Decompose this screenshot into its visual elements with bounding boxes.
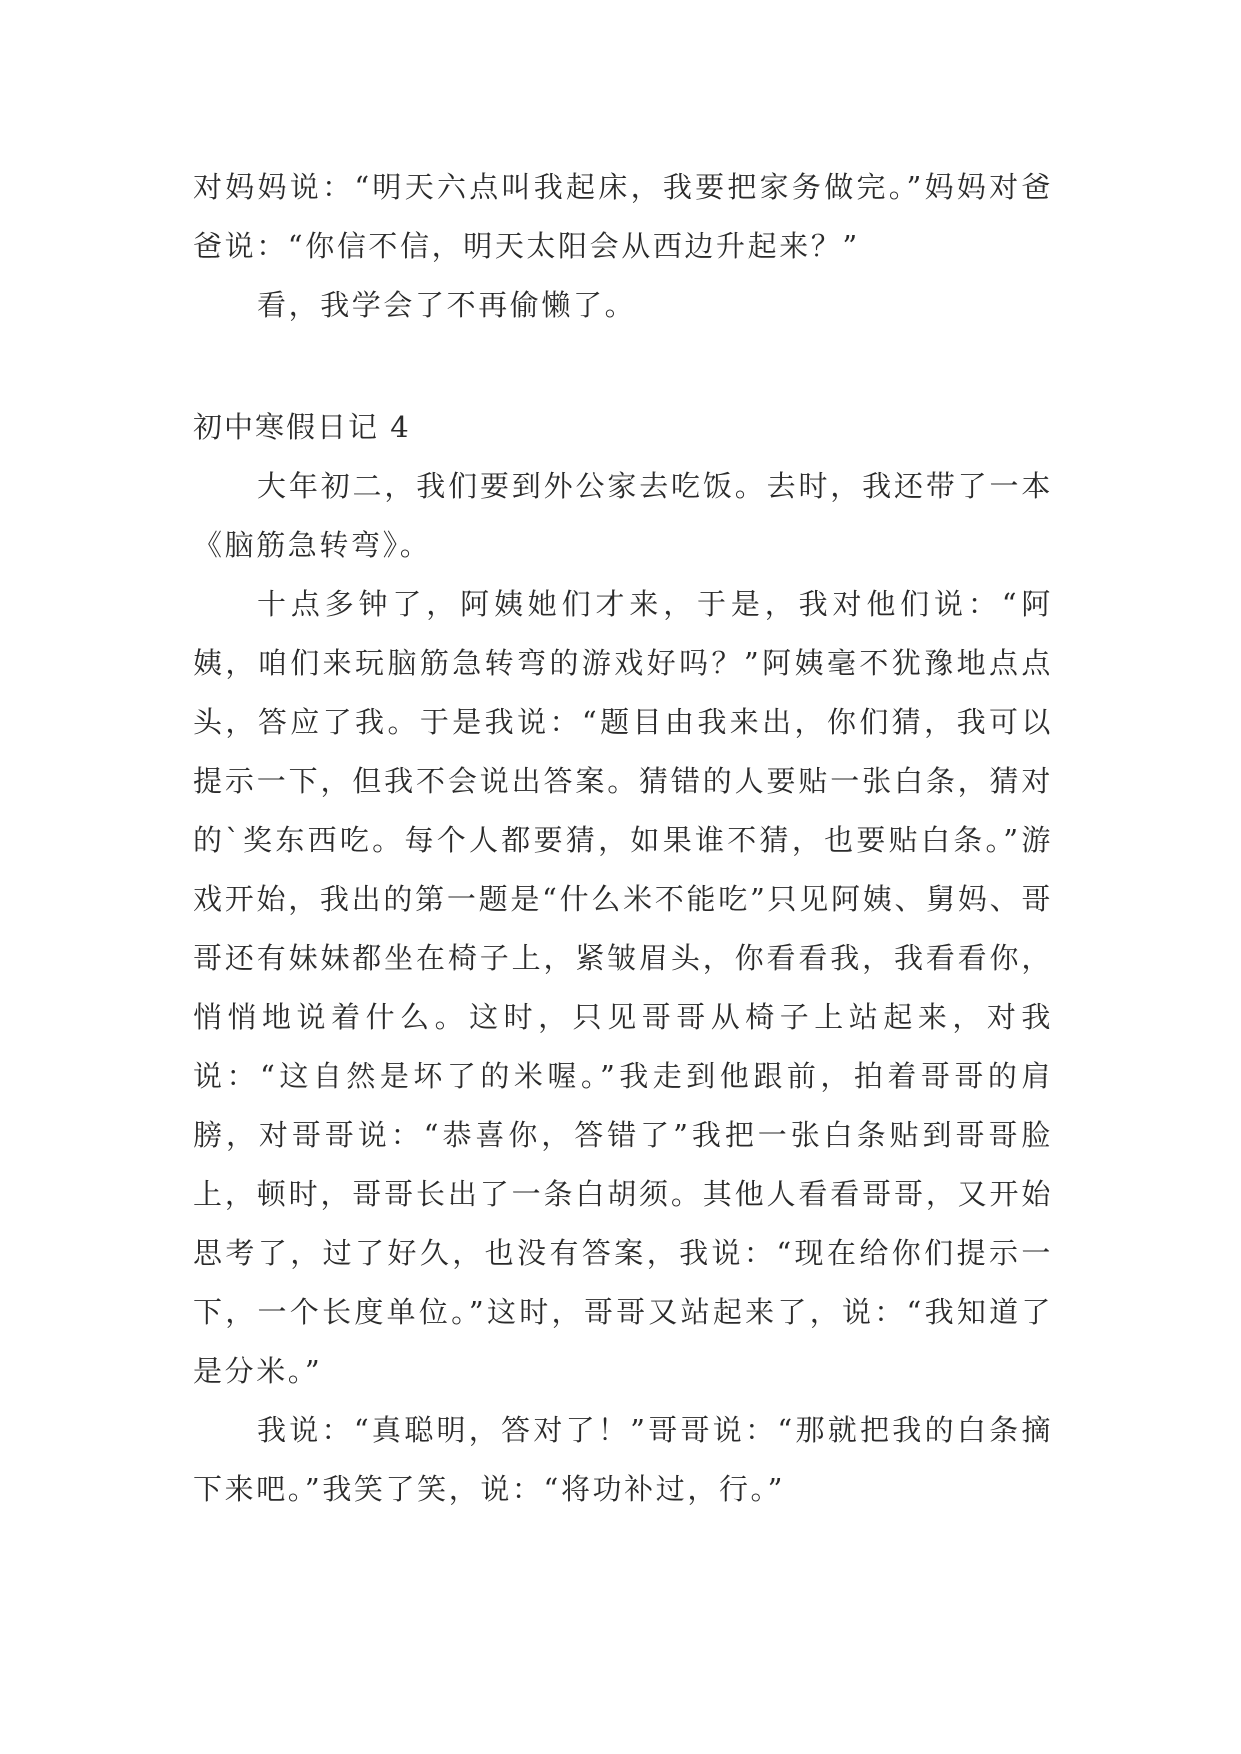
- document-body: [193, 158, 1053, 1519]
- paragraph-intro: 大年初二，我们要到外公家去吃饭。去时，我还带了一本《脑筋急转弯》。: [193, 469, 1053, 562]
- section-title: 初中寒假日记 4: [193, 410, 411, 444]
- paragraph-continuation: 对妈妈说：“明天六点叫我起床，我要把家务做完。”妈妈对爸爸说：“你信不信，明天太阳会从西边升起来？”: [193, 170, 1053, 263]
- paragraph-story: 十点多钟了，阿姨她们才来，于是，我对他们说：“阿姨，咱们来玩脑筋急转弯的游戏好吗？”阿姨毫不犹豫地点点头，答应了我。于是我说：“题目由我来出，你们猜，我可以提示一下，但我不会说出答案。猜错的人要贴一张白条，猜对的`奖东西吃。每个人都要猜，如果谁不猜，也要贴白条。”游戏开始，我出的第一题是“什么米不能吃”只见阿姨、舅妈、哥哥还有妹妹都坐在椅子上，紧皱眉头，你看看我，我看看你，悄悄地说着什么。这时，只见哥哥从椅子上站起来，对我说：“这自然是坏了的米喔。”我走到他跟前，拍着哥哥的肩膀，对哥哥说：“恭喜你，答错了”我把一张白条贴到哥哥脸上，顿时，哥哥长出了一条白胡须。其他人看看哥哥，又开始思考了，过了好久，也没有答案，我说：“现在给你们提示一下，一个长度单位。”这时，哥哥又站起来了，说：“我知道了是分米。”: [193, 587, 1053, 1388]
- paragraph-conclusion: 看，我学会了不再偷懒了。: [257, 288, 637, 322]
- paragraph-ending: 我说：“真聪明，答对了！”哥哥说：“那就把我的白条摘下来吧。”我笑了笑，说：“将功补过，行。”: [193, 1413, 1053, 1506]
